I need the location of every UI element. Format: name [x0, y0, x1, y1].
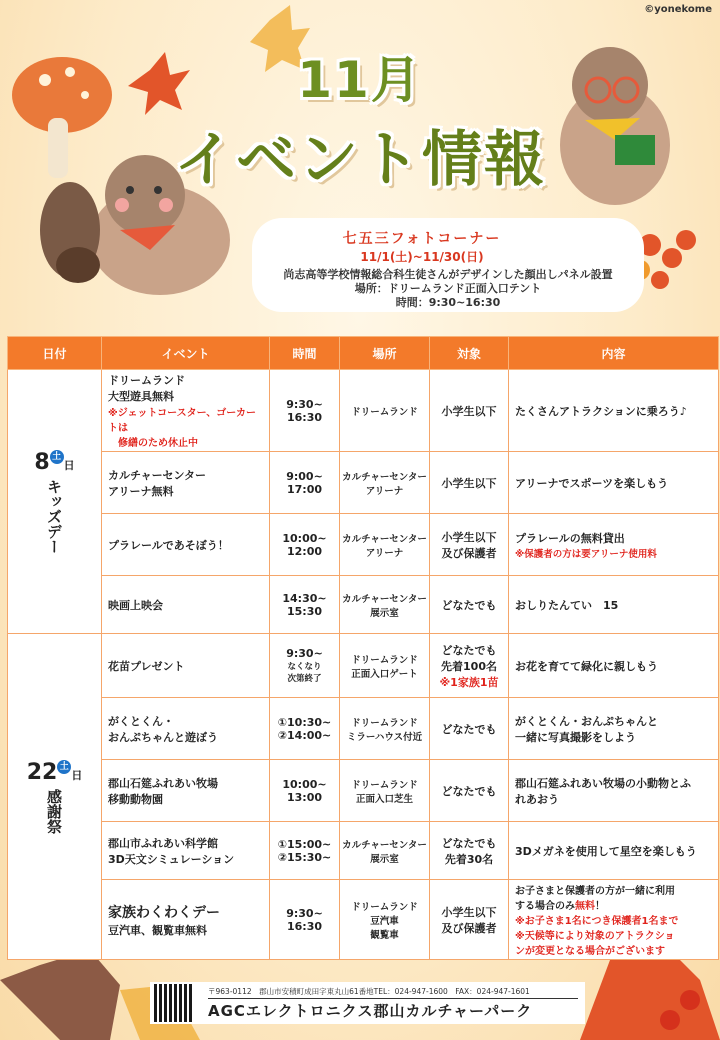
time-cell: 9:00~ 17:00 — [270, 452, 340, 514]
place-cell: カルチャーセンター アリーナ — [340, 452, 430, 514]
content-note: ※天候等により対象のアトラクショ ンが変更となる場合がございます — [515, 931, 675, 957]
time-cell: 14:30~ 15:30 — [270, 576, 340, 634]
place-cell: カルチャーセンター 展示室 — [340, 576, 430, 634]
table-row — [8, 880, 719, 960]
day-name: 感謝祭 — [45, 788, 63, 834]
page-title-events: イベント情報 — [174, 125, 546, 195]
place-cell: ドリームランド 豆汽車 観覧車 — [340, 880, 430, 960]
content-cell: たくさんアトラクションに乗ろう♪ — [509, 370, 719, 452]
time-cell: 9:30~ なくなり 次第終了 — [270, 634, 340, 698]
table-row — [8, 760, 719, 822]
table-header-row — [8, 337, 719, 370]
footer-facility-name: AGCエレクトロニクス郡山カルチャーパーク — [208, 1002, 533, 1020]
qr-code-icon — [154, 984, 192, 1022]
target-cell: どなたでも — [430, 760, 509, 822]
photo-corner-place: 場所：ドリームランド正面入口テント — [354, 282, 542, 295]
table-row — [8, 370, 719, 452]
content-cell: おしりたんてい 15 — [509, 576, 719, 634]
weekday-badge: 土 — [50, 450, 64, 464]
table-row — [8, 634, 719, 698]
content-cell: がくとくん・おんぷちゃんと 一緒に写真撮影をしよう — [509, 698, 719, 760]
content-cell: 3Dメガネを使用して星空を楽しもう — [509, 822, 719, 880]
content-cell: プラレールの無料貸出 ※保護者の方は要アリーナ使用料 — [509, 514, 719, 576]
header-target: 対象 — [430, 337, 509, 370]
target-cell: 小学生以下 — [430, 370, 509, 452]
event-cell: がくとくん・ おんぷちゃんと遊ぼう — [102, 698, 270, 760]
table-row — [8, 576, 719, 634]
content-cell: お子さまと保護者の方が一緒に利用 する場合のみ無料！ ※お子さま1名につき保護者1名まで ※天候等により対象のアトラクショ ンが変更となる場合がございます — [509, 880, 719, 960]
copyright-credit: ©yonekome — [644, 4, 712, 15]
photo-corner-title: 七五三フォトコーナー — [342, 231, 502, 247]
event-cell: ドリームランド 大型遊具無料 ※ジェットコースター、ゴーカートは 修繕のため休止中 — [102, 370, 270, 452]
content-cell: 郡山石筵ふれあい牧場の小動物とふ れあおう — [509, 760, 719, 822]
time-cell: ①10:30~ ②14:00~ — [270, 698, 340, 760]
place-cell: ドリームランド ミラーハウス付近 — [340, 698, 430, 760]
day-number: 22 — [26, 759, 58, 785]
content-cell: お花を育てて緑化に親しもう — [509, 634, 719, 698]
target-cell: どなたでも — [430, 576, 509, 634]
event-sub: 豆汽車、観覧車無料 — [108, 923, 207, 937]
target-cell: どなたでも 先着30名 — [430, 822, 509, 880]
target-cell: 小学生以下 及び保護者 — [430, 514, 509, 576]
event-cell: 花苗プレゼント — [102, 634, 270, 698]
table-row — [8, 452, 719, 514]
target-cell: 小学生以下 及び保護者 — [430, 880, 509, 960]
event-cell: 郡山石筵ふれあい牧場 移動動物園 — [102, 760, 270, 822]
place-cell: カルチャーセンター 展示室 — [340, 822, 430, 880]
target-note: ※1家族1苗 — [439, 675, 499, 689]
day-cell-22 — [8, 634, 102, 960]
place-cell: カルチャーセンター アリーナ — [340, 514, 430, 576]
header-time: 時間 — [270, 337, 340, 370]
day-suffix: 日 — [71, 768, 83, 782]
day-cell-8 — [8, 370, 102, 634]
day-name: キッズデー — [45, 478, 63, 554]
time-cell: 9:30~ 16:30 — [270, 880, 340, 960]
time-note: なくなり 次第終了 — [287, 662, 322, 684]
event-cell: プラレールであそぼう！ — [102, 514, 270, 576]
footer-divider — [208, 998, 578, 999]
content-cell: アリーナでスポーツを楽しもう — [509, 452, 719, 514]
free-label: 無料 — [575, 901, 595, 912]
header-content: 内容 — [509, 337, 719, 370]
time-cell: 9:30~ 16:30 — [270, 370, 340, 452]
content-note: ※お子さま1名につき保護者1名まで — [515, 916, 679, 927]
event-cell: 郡山市ふれあい科学館 3D天文シミュレーション — [102, 822, 270, 880]
target-cell: どなたでも — [430, 698, 509, 760]
photo-corner-desc: 尚志高等学校情報総合科生徒さんがデザインした顔出しパネル設置 — [283, 268, 613, 281]
photo-corner-time: 時間：9:30~16:30 — [395, 296, 501, 309]
content-note: ※保護者の方は要アリーナ使用料 — [515, 548, 657, 560]
time-cell: 10:00~ 13:00 — [270, 760, 340, 822]
photo-corner-dates: 11/1(土)~11/30(日) — [360, 250, 484, 264]
header-date: 日付 — [8, 337, 102, 370]
footer-banner — [150, 982, 585, 1024]
time-cell: ①15:00~ ②15:30~ — [270, 822, 340, 880]
header-event: イベント — [102, 337, 270, 370]
page-title-month: 11月 — [297, 51, 423, 109]
event-cell: カルチャーセンター アリーナ無料 — [102, 452, 270, 514]
weekday-badge: 土 — [57, 760, 71, 774]
target-cell: 小学生以下 — [430, 452, 509, 514]
target-cell: どなたでも 先着100名 ※1家族1苗 — [430, 634, 509, 698]
event-table — [7, 336, 719, 960]
event-note: ※ジェットコースター、ゴーカートは 修繕のため休止中 — [108, 408, 257, 449]
header-place: 場所 — [340, 337, 430, 370]
event-cell: 家族わくわくデー 豆汽車、観覧車無料 — [102, 880, 270, 960]
photo-corner-box — [252, 218, 644, 312]
place-cell: ドリームランド 正面入口ゲート — [340, 634, 430, 698]
place-cell: ドリームランド 正面入口芝生 — [340, 760, 430, 822]
time-cell: 10:00~ 12:00 — [270, 514, 340, 576]
event-cell: 映画上映会 — [102, 576, 270, 634]
day-number: 8 — [34, 449, 50, 475]
table-row — [8, 698, 719, 760]
footer-address: 〒963-0112 郡山市安積町成田字東丸山61番地TEL：024-947-1600 FAX：024-947-1601 — [208, 987, 530, 996]
day-suffix: 日 — [63, 458, 75, 472]
table-row — [8, 514, 719, 576]
table-row — [8, 822, 719, 880]
place-cell: ドリームランド — [340, 370, 430, 452]
